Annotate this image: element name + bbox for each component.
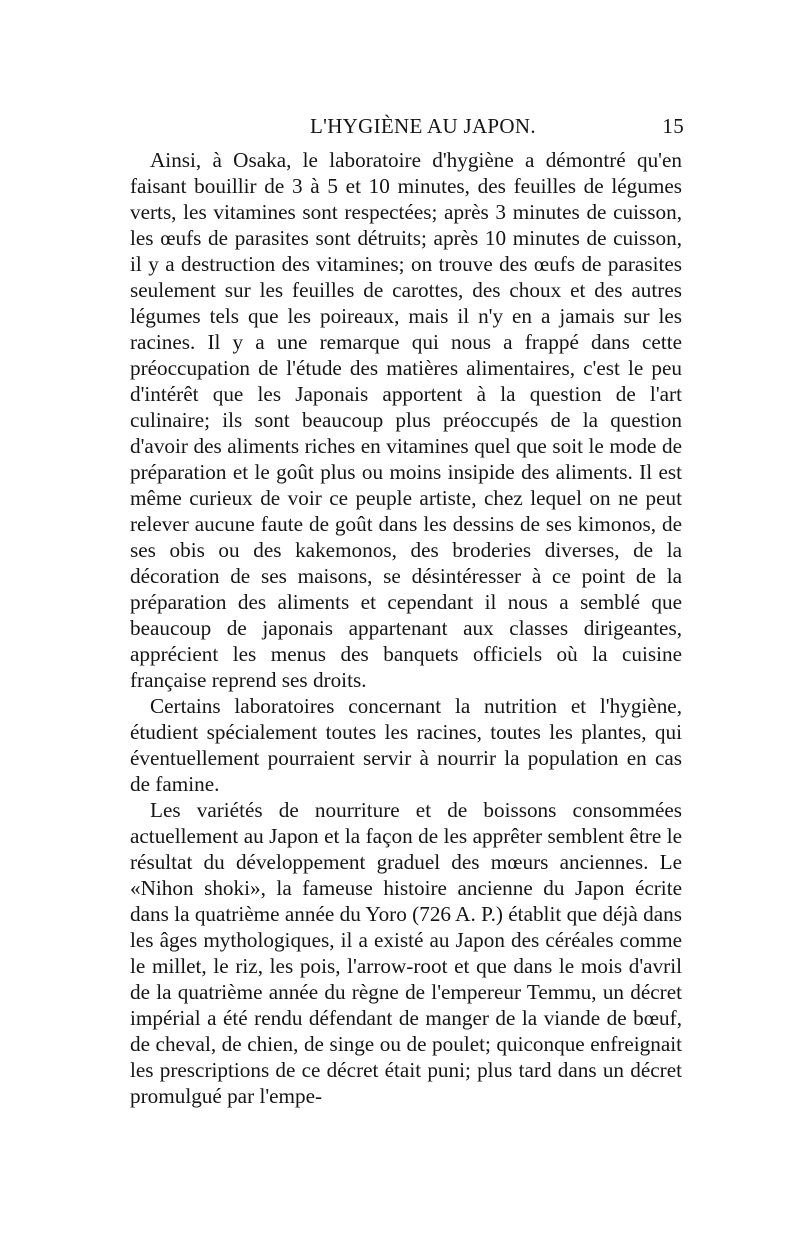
paragraph-osaka-laboratory: Ainsi, à Osaka, le laboratoire d'hygiène a démontré qu'en faisant bouillir de 3 à 5 et 10 minutes, des feuilles de légumes verts, les vitamines sont respectées; après 3 minutes de cuisson, les œufs de parasites sont détruits; après 10 minutes de cuisson, il y a destruction des vitamines; on trouve des œufs de parasites seulement sur les feuilles de carottes, des choux et des autres légumes tels que les poireaux, mais il n'y en a jamais sur les racines. Il y a une remarque qui nous a frappé dans cette préoccupation de l'étude des matières alimentaires, c'est le peu d'intérêt que les Japonais apportent à la question de l'art culinaire; ils sont beaucoup plus préoccupés de la question d'avoir des aliments riches en vitamines quel que soit le mode de préparation et le goût plus ou moins insipide des aliments. Il est même curieux de voir ce peuple artiste, chez lequel on ne peut relever aucune faute de goût dans les dessins de ses kimonos, de ses obis ou des kakemonos, des broderies diverses, de la décoration de ses maisons, se désintéresser à ce point de la préparation des aliments et cependant il nous a semblé que beaucoup de japonais appartenant aux classes dirigeantes, apprécient les menus des banquets officiels où la cuisine française reprend ses droits. [130, 148, 682, 692]
page-number: 15 [662, 114, 684, 138]
running-title: L'HYGIÈNE AU JAPON. [310, 114, 536, 138]
paragraph-food-history: Les variétés de nourriture et de boissons consommées actuellement au Japon et la façon de les apprêter semblent être le résultat du développement graduel des mœurs anciennes. Le «Nihon shoki», la fameuse histoire ancienne du Japon écrite dans la quatrième année du Yoro (726 A. P.) établit que déjà dans les âges mythologiques, il a existé au Japon des céréales comme le millet, le riz, les pois, l'arrow-root et que dans le mois d'avril de la quatrième année du règne de l'empereur Temmu, un décret impérial a été rendu défendant de manger de la viande de bœuf, de cheval, de chien, de singe ou de poulet; quiconque enfreignait les prescriptions de ce décret était puni; plus tard dans un décret promulgué par l'empe- [130, 798, 682, 1108]
running-head [118, 114, 688, 144]
paragraph-nutrition-laboratories: Certains laboratoires concernant la nutrition et l'hygiène, étudient spécialement toutes les racines, toutes les plantes, qui éventuellement pourraient servir à nourrir la population en cas de famine. [130, 694, 682, 796]
body-text [130, 147, 682, 1109]
